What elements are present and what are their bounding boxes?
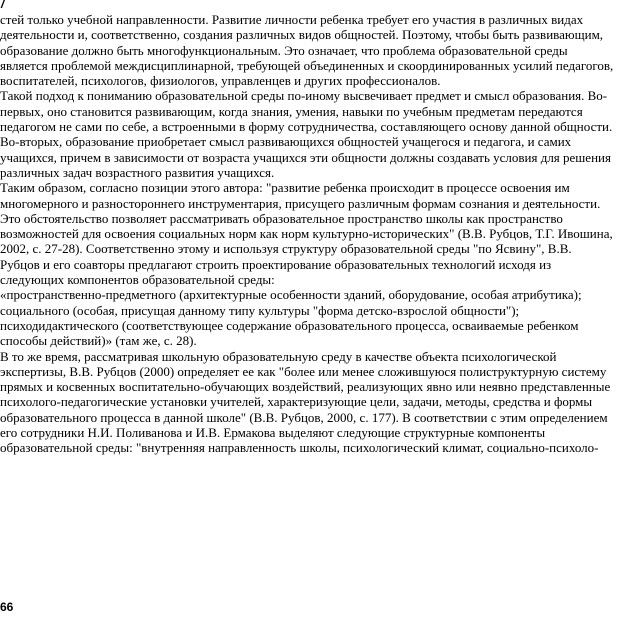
list-item: «пространственно-предметного (архитектурные особенности зданий, оборудование, особая атрибутика); [0,287,582,303]
top-mark: / [1,0,5,11]
page-number: 66 [0,600,14,614]
paragraph: Такой подход к пониманию образовательной среды по-иному высвечивает предмет и смысл образования. Во-первых, оно становится развивающим, когда знания, умения, навыки по учебным предметам передаются педагогом не сами по себе, а встроенными в форму сотрудничества, составляющего основу данной общности. Во-вторых, образование приобретает смысл развивающихся общностей учащегося и педагога, и самих учащихся, причем в зависимости от возраста учащихся эти общности должны создавать условия для решения различных задач возрастного развития учащихся. [0,88,613,180]
list-item: психодидактического (соответствующее содержание образовательного процесса, осваиваемые ребенком способы действий)» (там же, с. 28). [0,317,579,349]
list-item: социального (особая, присущая данному типу культуры "форма детско-взрослой общности"); [0,302,520,318]
body-text [0,12,614,456]
paragraph: Таким образом, согласно позиции этого автора: "развитие ребенка происходит в процессе освоения им многомерного и разностороннего инструментария, присущего различным формам сознания и деятельности. Это обстоятельство позволяет рассматривать образовательное пространство школы как пространство возможностей для освоения социальных норм как норм культурно-исторических" (В.В. Рубцов, Т.Г. Ивошина, 2002, с. 27-28). Соответственно этому и используя структуру образовательной среды "по Ясвину", В.В. Рубцов и его соавторы предлагают строить проектирование образовательных технологий исходя из следующих компонентов образовательной среды: [0,180,613,288]
paragraph: В то же время, рассматривая школьную образовательную среду в качестве объекта психологической экспертизы, В.В. Рубцов (2000) определяет ее как "более или менее сложившуюся полиструктурную систему прямых и косвенных воспитательно-обучающих воздействий, реализующих явно или неявно представленные психолого-педагогические установки учителей, характеризующие цели, задачи, методы, средства и формы образовательного процесса в данной школе" (В.В. Рубцов, 2000, с. 177). В соответствии с этим определением его сотрудники Н.И. Поливанова и И.В. Ермакова выделяют следующие структурные компоненты образовательной среды: "внутренняя направленность школы, психологический климат, социально-психоло- [0,348,611,456]
paragraph: стей только учебной направленности. Развитие личности ребенка требует его участия в различных видах деятельности и, соответственно, создания различных видов общностей. Поэтому, чтобы быть развивающим, образование должно быть многофункциональным. Это означает, что проблема образовательной среды является проблемой междисциплинарной, требующей объединенных и скоординированных усилий педагогов, воспитателей, психологов, физиологов, управленцев и других профессионалов. [0,12,614,89]
